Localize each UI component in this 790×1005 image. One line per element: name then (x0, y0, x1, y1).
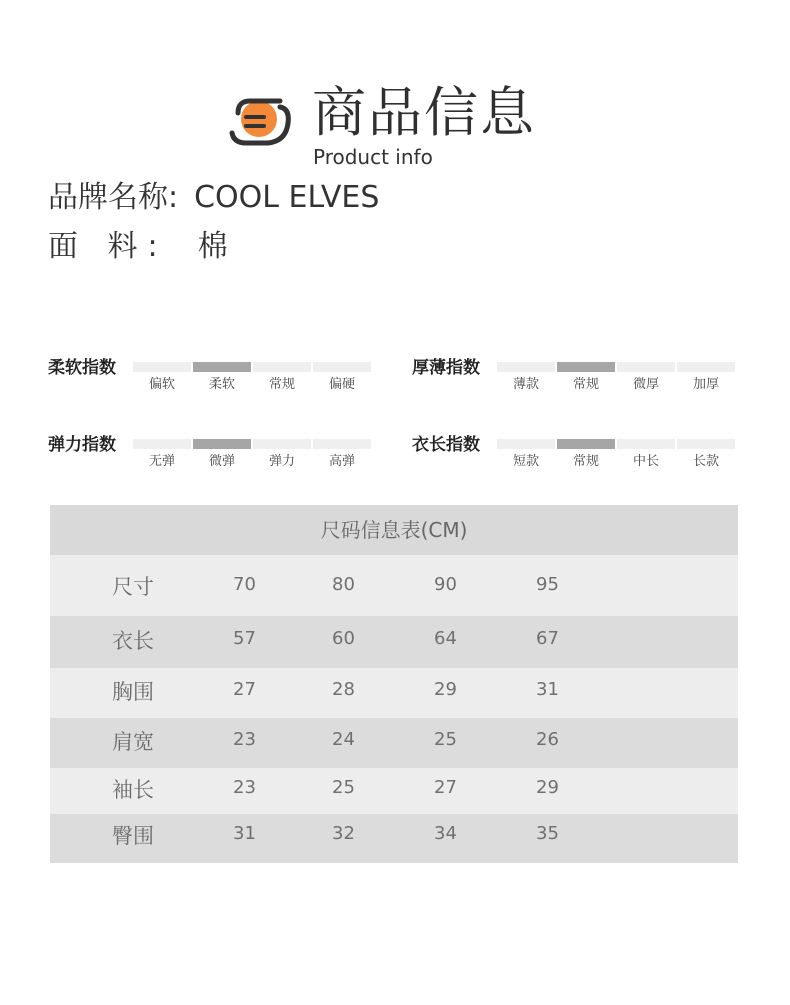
table-cell: 29 (434, 679, 457, 700)
table-cell: 27 (434, 777, 457, 798)
table-cell: 90 (434, 574, 457, 595)
index-option-label: 加厚 (692, 377, 719, 392)
index-segment (133, 362, 191, 372)
table-cell: 27 (233, 679, 256, 700)
index-option-label: 偏软 (148, 377, 175, 392)
table-cell: 57 (233, 628, 256, 649)
row-header: 袖长 (112, 778, 154, 802)
table-row (50, 814, 738, 863)
index-option-label: 中长 (632, 454, 659, 469)
index-scale (412, 434, 742, 482)
row-header: 尺寸 (112, 575, 154, 599)
table-cell: 35 (536, 823, 559, 844)
product-info-logo-icon (228, 93, 294, 153)
brand-value: COOL ELVES (194, 180, 380, 215)
index-segment (677, 439, 735, 449)
material-value: 棉 (197, 229, 228, 264)
index-option-label: 微弹 (208, 454, 235, 469)
table-cell: 24 (332, 729, 355, 750)
index-option-label: 常规 (268, 377, 295, 392)
brand-line (48, 180, 379, 216)
index-scale (48, 434, 378, 482)
material-label: 面 料: (48, 229, 168, 264)
index-scale (48, 357, 378, 405)
index-segment-selected (193, 439, 251, 449)
index-label: 衣长指数 (412, 435, 480, 455)
table-row (50, 768, 738, 814)
index-segment (253, 362, 311, 372)
index-segment-selected (557, 439, 615, 449)
index-segment (617, 362, 675, 372)
table-row (50, 555, 738, 616)
index-option-label: 微厚 (632, 377, 659, 392)
index-label: 弹力指数 (48, 435, 116, 455)
index-segment (253, 439, 311, 449)
table-cell: 23 (233, 729, 256, 750)
row-header: 肩宽 (112, 730, 154, 754)
table-cell: 34 (434, 823, 457, 844)
index-option-label: 短款 (512, 454, 539, 469)
table-cell: 25 (434, 729, 457, 750)
table-cell: 28 (332, 679, 355, 700)
row-header: 衣长 (112, 629, 154, 653)
table-row (50, 718, 738, 768)
size-table-title: 尺码信息表(CM) (320, 518, 468, 542)
table-cell: 64 (434, 628, 457, 649)
index-option-label: 偏硬 (328, 377, 355, 392)
table-cell: 31 (536, 679, 559, 700)
index-segment (617, 439, 675, 449)
table-cell: 23 (233, 777, 256, 798)
index-option-label: 弹力 (268, 454, 295, 469)
index-option-label: 常规 (572, 377, 599, 392)
table-row (50, 616, 738, 668)
table-cell: 25 (332, 777, 355, 798)
index-option-label: 高弹 (328, 454, 355, 469)
table-row (50, 668, 738, 718)
row-header: 臀围 (112, 824, 154, 848)
index-option-label: 柔软 (208, 377, 235, 392)
index-option-label: 薄款 (512, 377, 539, 392)
index-segment (313, 439, 371, 449)
table-cell: 60 (332, 628, 355, 649)
material-line (48, 229, 228, 265)
header-subtitle: Product info (313, 145, 433, 169)
index-segment (497, 439, 555, 449)
size-table (50, 505, 738, 863)
table-cell: 67 (536, 628, 559, 649)
index-segment (497, 362, 555, 372)
index-option-label: 常规 (572, 454, 599, 469)
index-segment (677, 362, 735, 372)
table-cell: 32 (332, 823, 355, 844)
index-segment-selected (193, 362, 251, 372)
row-header: 胸围 (112, 680, 154, 704)
table-cell: 70 (233, 574, 256, 595)
index-segment (313, 362, 371, 372)
index-option-label: 无弹 (148, 454, 175, 469)
table-cell: 31 (233, 823, 256, 844)
table-cell: 95 (536, 574, 559, 595)
header-title: 商品信息 (312, 81, 536, 144)
index-label: 厚薄指数 (412, 358, 480, 378)
brand-label: 品牌名称: (48, 180, 179, 215)
table-cell: 29 (536, 777, 559, 798)
index-label: 柔软指数 (48, 358, 116, 378)
table-cell: 26 (536, 729, 559, 750)
index-segment-selected (557, 362, 615, 372)
index-option-label: 长款 (692, 454, 719, 469)
index-scale (412, 357, 742, 405)
table-cell: 80 (332, 574, 355, 595)
index-segment (133, 439, 191, 449)
